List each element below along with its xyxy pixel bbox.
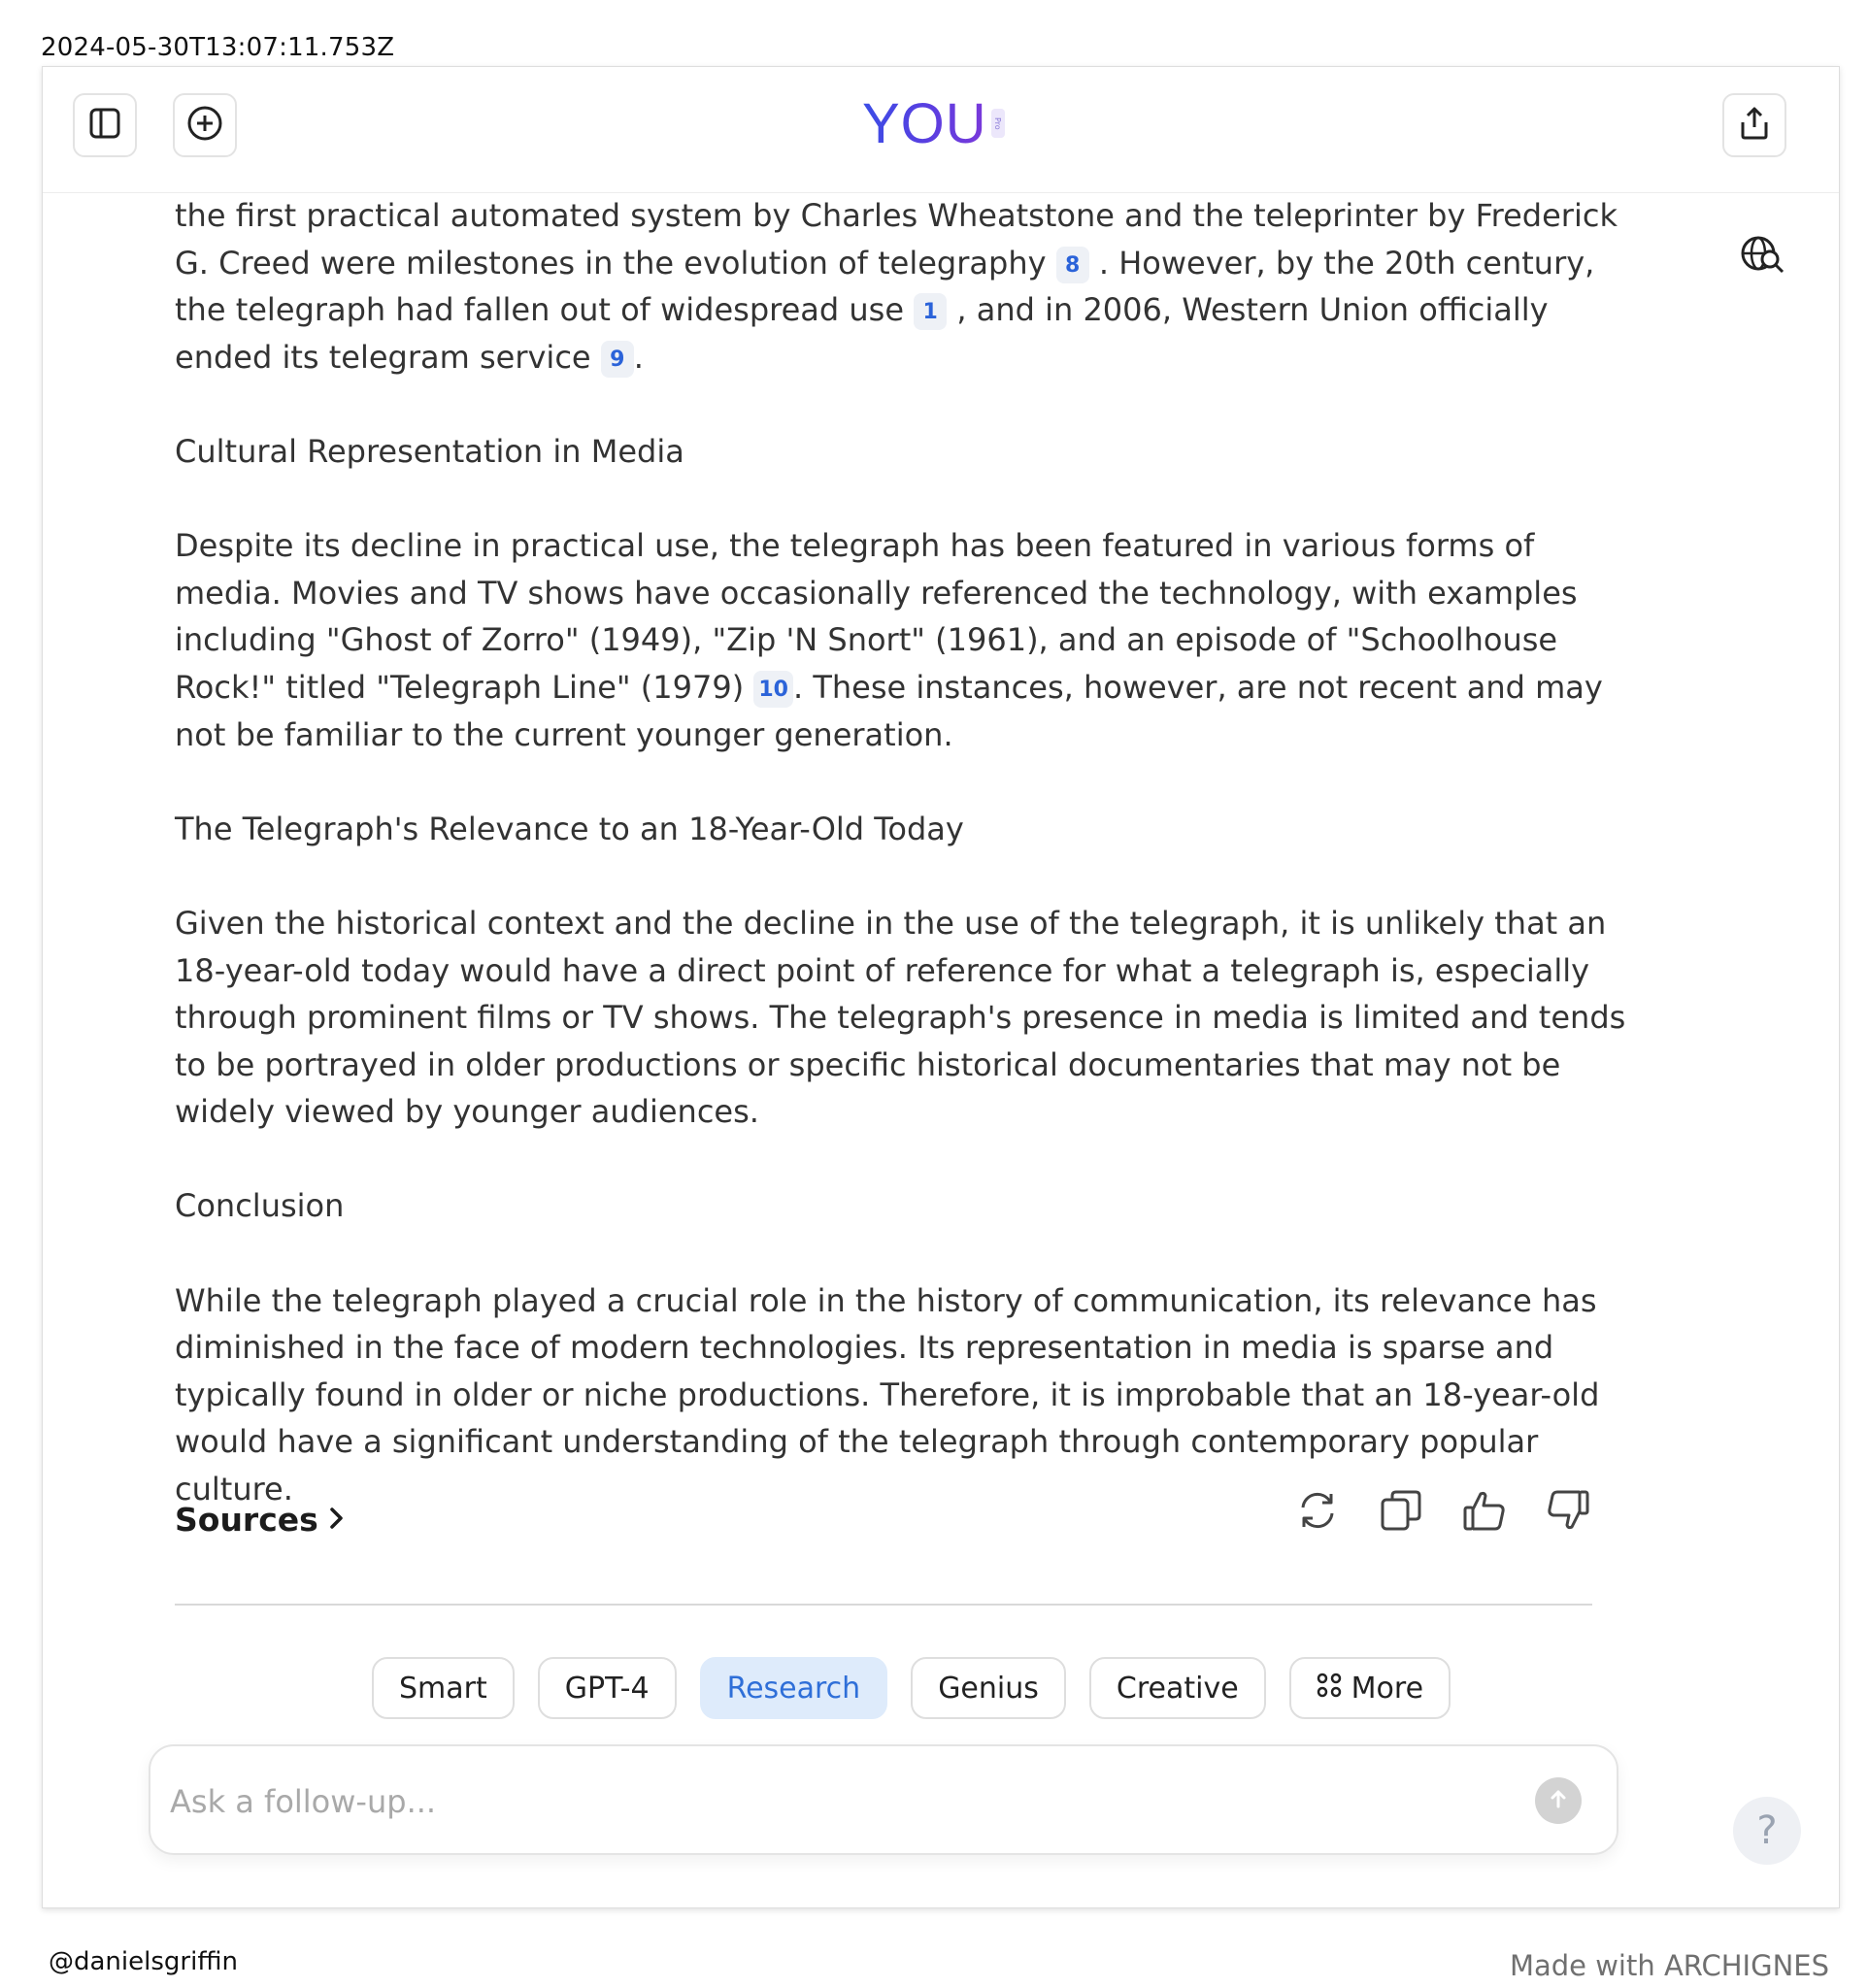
answer-footer <box>175 1480 1592 1558</box>
pro-badge: Pro <box>991 109 1005 138</box>
section-heading: Cultural Representation in Media <box>175 432 684 470</box>
timestamp: 2024-05-30T13:07:11.753Z <box>41 33 395 62</box>
mode-creative[interactable]: Creative <box>1089 1657 1266 1719</box>
citation-badge[interactable]: 8 <box>1056 247 1089 283</box>
chevron-right-icon <box>328 1501 346 1539</box>
you-logo[interactable] <box>862 91 1005 155</box>
mode-more[interactable]: More <box>1289 1657 1451 1719</box>
regenerate-icon <box>1295 1488 1340 1537</box>
mode-smart[interactable]: Smart <box>372 1657 515 1719</box>
sources-label: Sources <box>175 1500 318 1539</box>
sidebar-toggle-button[interactable] <box>73 93 137 157</box>
follow-up-composer <box>149 1744 1618 1855</box>
sidebar-toggle-icon <box>88 107 121 144</box>
copy-icon <box>1379 1488 1423 1537</box>
answer-paragraph: Given the historical context and the decline in the use of the telegraph, it is unlikely that an 18-year-old today would have a direct point of reference for what a telegraph is, especially through prominent films or TV shows. The telegraph's presence in media is limited and tends to be portrayed in older productions or specific historical documentaries that may not be widely viewed by younger audiences. <box>175 904 1626 1131</box>
section-heading: The Telegraph's Relevance to an 18-Year-Old Today <box>175 810 964 847</box>
made-with-label: Made with ARCHIGNES <box>1509 1949 1829 1982</box>
send-button[interactable] <box>1535 1777 1582 1824</box>
follow-up-input[interactable] <box>168 1772 1512 1832</box>
plus-circle-icon <box>186 105 223 146</box>
citation-badge[interactable]: 9 <box>601 341 634 378</box>
citation-badge[interactable]: 1 <box>914 293 947 330</box>
web-search-globe-icon[interactable] <box>1739 234 1785 281</box>
app-window <box>42 66 1840 1908</box>
thumbs-up-icon <box>1462 1488 1507 1537</box>
help-label: ? <box>1756 1808 1778 1853</box>
answer-paragraph: Despite its decline in practical use, the telegraph has been featured in various forms of media. Movies and TV shows have occasionally referenced the technology, with examples including "Ghost of Zorro" (1949), "Zip 'N Snort" (1961), and an episode of "Schoolhouse Rock!" titled "Telegraph Line" (1979) 10 . These instances, however, are not recent and may not be familiar to the current younger generation. <box>175 527 1603 753</box>
regenerate-button[interactable] <box>1293 1486 1342 1539</box>
mode-research[interactable]: Research <box>700 1657 888 1719</box>
answer-paragraph: While the telegraph played a crucial role in the history of communication, its relevance has diminished in the face of modern technologies. Its representation in media is sparse and typically found in older or niche productions. Therefore, it is improbable that an 18-year-old would have a significant understanding of the telegraph through contemporary popular culture. <box>175 1281 1600 1508</box>
copy-button[interactable] <box>1377 1486 1425 1539</box>
top-bar <box>43 67 1839 193</box>
share-icon <box>1736 105 1773 146</box>
answer-paragraph: the first practical automated system by Charles Wheatstone and the teleprinter by Frederick G. Creed were milestones in the evolution of telegraphy 8 . However, by the 20th century, the telegraph had fallen out of widespread use 1 , and in 2006, Western Union officially ended its telegram service 9 . <box>175 197 1618 376</box>
answer-content <box>175 192 1641 1513</box>
author-handle: @danielsgriffin <box>49 1947 238 1976</box>
new-chat-button[interactable] <box>173 93 237 157</box>
citation-badge[interactable]: 10 <box>753 671 793 708</box>
grid-icon <box>1317 1672 1342 1706</box>
logo-text: YOU <box>862 91 987 155</box>
mode-gpt-4[interactable]: GPT-4 <box>538 1657 677 1719</box>
sources-button[interactable] <box>175 1501 346 1539</box>
help-button[interactable] <box>1733 1797 1801 1865</box>
answer-actions <box>1293 1486 1592 1539</box>
mode-genius[interactable]: Genius <box>911 1657 1066 1719</box>
arrow-up-icon <box>1547 1787 1570 1814</box>
thumbs-down-button[interactable] <box>1544 1486 1592 1539</box>
share-button[interactable] <box>1722 93 1786 157</box>
thumbs-up-button[interactable] <box>1460 1486 1509 1539</box>
mode-selector <box>372 1657 1451 1721</box>
thumbs-down-icon <box>1546 1488 1590 1537</box>
divider <box>175 1604 1592 1606</box>
section-heading: Conclusion <box>175 1187 345 1225</box>
